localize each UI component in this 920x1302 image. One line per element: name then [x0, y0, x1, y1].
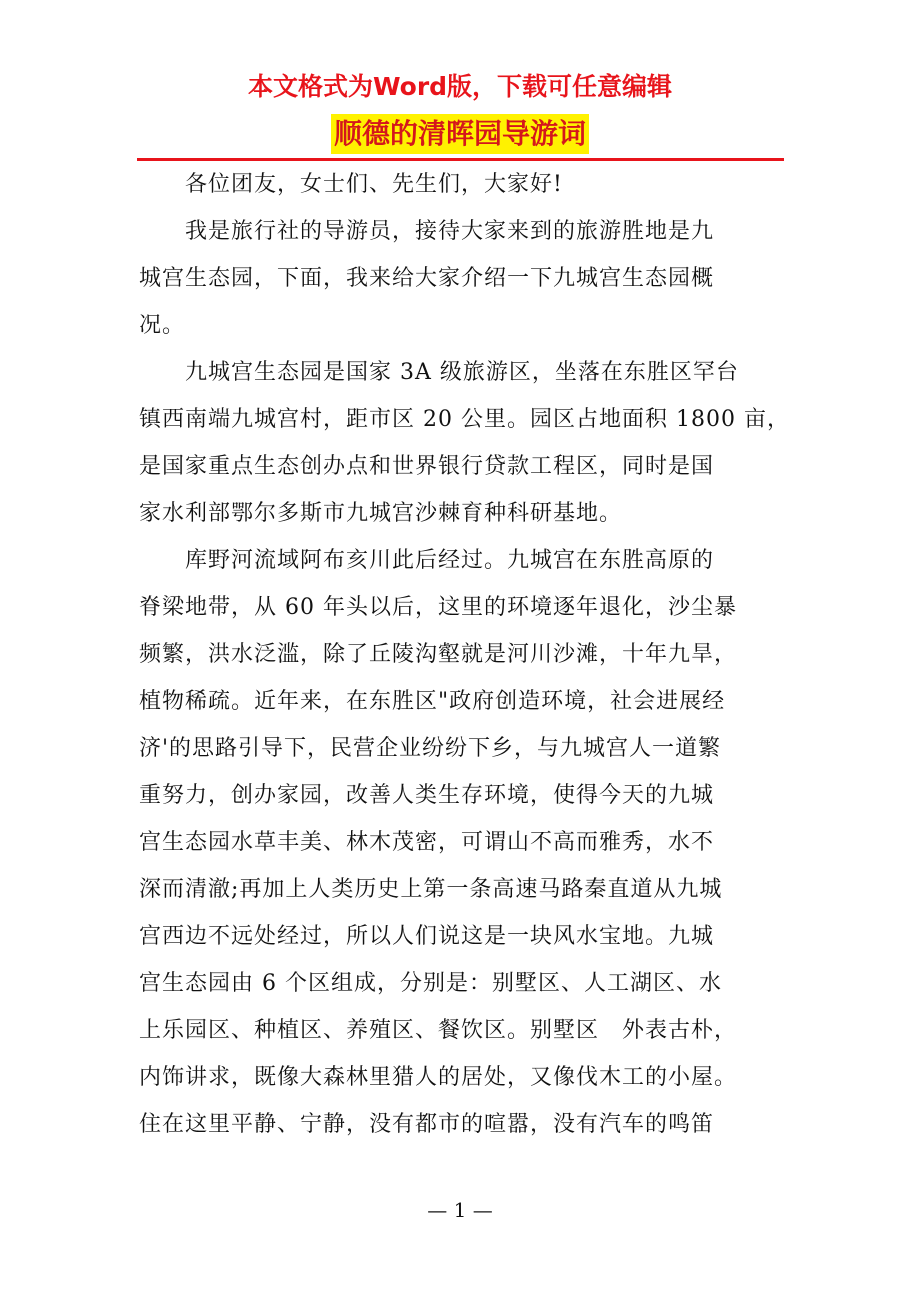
document-body	[139, 161, 790, 1148]
body-text-line: 我是旅行社的导游员，接待大家来到的旅游胜地是九	[139, 219, 715, 244]
body-text-line: 济'的思路引导下，民营企业纷纷下乡，与九城宫人一道繁	[139, 736, 722, 761]
body-text-line: 城宫生态园，下面，我来给大家介绍一下九城宫生态园概	[139, 266, 715, 291]
page-number: — 1 —	[427, 1198, 493, 1222]
body-text-line: 脊梁地带，从 60 年头以后，这里的环境逐年退化，沙尘暴	[139, 595, 737, 620]
body-text-line: 库野河流域阿布亥川此后经过。九城宫在东胜高原的	[139, 548, 715, 573]
document-title: 顺德的清晖园导游词	[331, 114, 589, 154]
format-notice: 本文格式为Word版，下载可任意编辑	[247, 72, 673, 101]
body-text-line: 内饰讲求，既像大森林里猎人的居处，又像伐木工的小屋。	[139, 1065, 738, 1090]
body-text-line: 况。	[139, 313, 186, 338]
body-text-line: 频繁，洪水泛滥，除了丘陵沟壑就是河川沙滩，十年九旱，	[139, 642, 738, 667]
body-text-line: 九城宫生态园是国家 3A 级旅游区，坐落在东胜区罕台	[139, 360, 739, 385]
body-text-line: 上乐园区、种植区、养殖区、餐饮区。别墅区 外表古朴，	[139, 1018, 738, 1043]
body-text-line: 住在这里平静、宁静，没有都市的喧嚣，没有汽车的鸣笛	[139, 1112, 715, 1137]
body-text-line: 宫西边不远处经过，所以人们说这是一块风水宝地。九城	[139, 924, 715, 949]
body-text-line: 宫生态园由 6 个区组成，分别是：别墅区、人工湖区、水	[139, 971, 722, 996]
body-text-line: 植物稀疏。近年来，在东胜区"政府创造环境，社会进展经	[139, 689, 726, 714]
body-text-line: 深而清澈;再加上人类历史上第一条高速马路秦直道从九城	[139, 877, 723, 902]
body-text-line: 家水利部鄂尔多斯市九城宫沙棘育种科研基地。	[139, 501, 623, 526]
title-container	[0, 114, 920, 154]
body-text-line: 镇西南端九城宫村，距市区 20 公里。园区占地面积 1800 亩，	[139, 407, 790, 432]
body-text-line: 重努力，创办家园，改善人类生存环境，使得今天的九城	[139, 783, 715, 808]
body-text-line: 是国家重点生态创办点和世界银行贷款工程区，同时是国	[139, 454, 715, 479]
body-text-line: 宫生态园水草丰美、林木茂密，可谓山不高而雅秀，水不	[139, 830, 715, 855]
body-text-line: 各位团友，女士们、先生们，大家好!	[139, 172, 563, 197]
